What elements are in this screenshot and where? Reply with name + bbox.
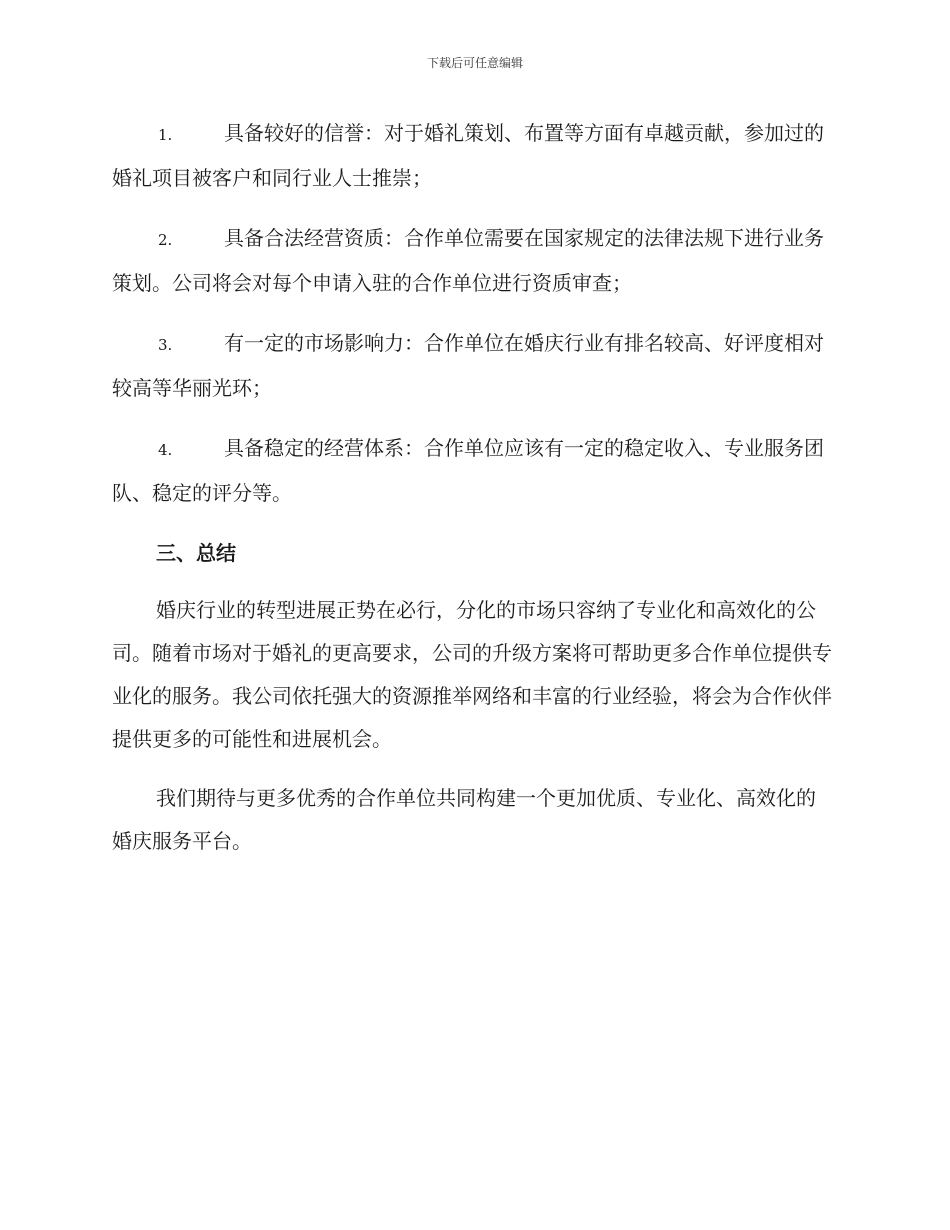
list-number: 4. xyxy=(158,441,173,459)
list-text: 有一定的市场影响力：合作单位在婚庆行业有排名较高、好评度相对较高等华丽光环； xyxy=(112,331,824,400)
summary-paragraph-1: 婚庆行业的转型进展正势在必行，分化的市场只容纳了专业化和高效化的公司。随着市场对于婚礼的更高要求，公司的升级方案将可帮助更多合作单位提供专业化的服务。我公司依托强大的资源推举网络和丰富的行业经验，将会为合作伙伴提供更多的可能性和进展机会。 xyxy=(112,598,832,751)
list-item-3 xyxy=(112,322,834,410)
list-number: 2. xyxy=(158,231,173,249)
document-body xyxy=(112,112,834,879)
summary-paragraph-2: 我们期待与更多优秀的合作单位共同构建一个更加优质、专业化、高效化的婚庆服务平台。 xyxy=(112,786,816,853)
list-number: 3. xyxy=(158,336,173,354)
list-item-2 xyxy=(112,217,834,305)
list-text: 具备较好的信誉：对于婚礼策划、布置等方面有卓越贡献，参加过的婚礼项目被客户和同行业人士推崇； xyxy=(112,121,824,190)
list-item-1 xyxy=(112,112,834,200)
list-number: 1. xyxy=(158,126,173,144)
list-item-4 xyxy=(112,427,834,515)
section-heading: 三、总结 xyxy=(156,541,236,565)
list-text: 具备合法经营资质：合作单位需要在国家规定的法律法规下进行业务策划。公司将会对每个申请入驻的合作单位进行资质审查； xyxy=(112,226,824,295)
page-header: 下载后可任意编辑 xyxy=(426,56,523,70)
list-text: 具备稳定的经营体系：合作单位应该有一定的稳定收入、专业服务团队、稳定的评分等。 xyxy=(112,436,824,505)
